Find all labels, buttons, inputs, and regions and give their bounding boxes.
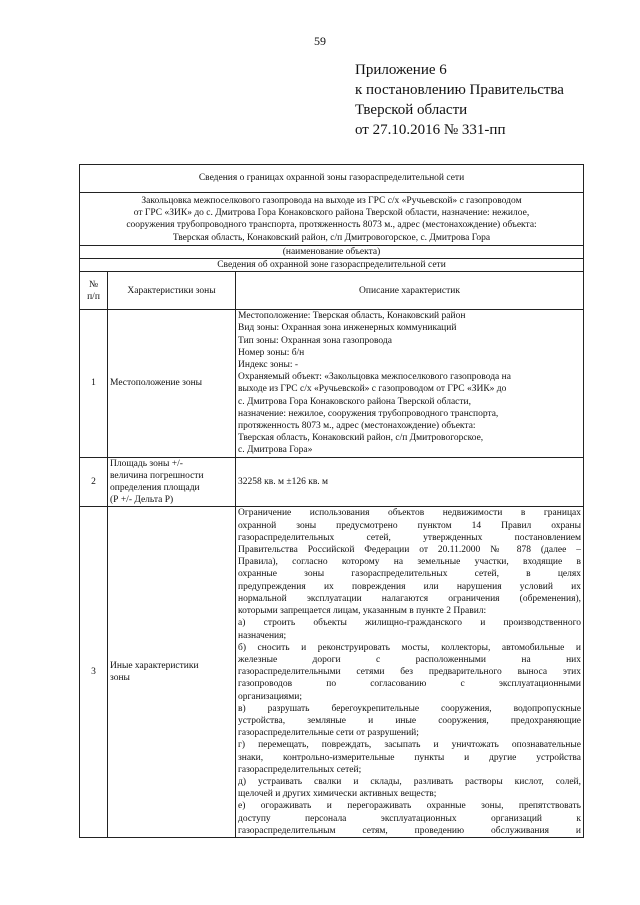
description-line: Правительства Российской Федерации от 20.11.2000 № 878 (далее –	[238, 545, 581, 556]
object-line: Тверская область, Конаковский район, с/п Дмитровогорское, с. Дмитрова Гора	[172, 232, 491, 243]
object-name	[80, 193, 584, 246]
description-line: доступу персонала эксплуатационных организаций к	[238, 813, 581, 824]
row-description	[236, 507, 584, 837]
table-row	[80, 507, 584, 837]
description-line: газораспределительным сетям, проведению обслуживания и	[238, 825, 581, 836]
header-description: Описание характеристик	[236, 272, 584, 310]
description-line: Ограничение использования объектов недвижимости в границах	[238, 508, 581, 519]
description-line: охранные зоны газораспределительных сетей, в целях	[238, 569, 581, 580]
description-line: е) огораживать и перегораживать охранные зоны, препятствовать	[238, 801, 581, 812]
description-line: газораспределительных сетей;	[238, 764, 362, 775]
description-line: газораспределительные сети от разрушений;	[238, 728, 419, 739]
characteristic-line: величина погрешности	[110, 470, 204, 481]
object-line: сооружения трубопроводного транспорта, протяженность 8073 м., адрес (местонахождение) объекта:	[126, 220, 537, 231]
row-value: 32258 кв. м ±126 кв. м	[236, 457, 584, 507]
description-line: которыми запрещается лицам, указанным в пункте 2 Правил:	[238, 606, 487, 617]
description-line: назначения;	[238, 630, 287, 641]
description-line: Местоположение: Тверская область, Конаковский район	[238, 311, 466, 322]
zone-caption: Сведения об охранной зоне газораспределительной сети	[80, 259, 584, 272]
description-line: устройства, земляные и иные сооружения, предохраняющие	[238, 715, 581, 726]
description-line: щелочей и других химически активных веществ;	[238, 789, 437, 800]
header-number	[80, 272, 108, 310]
description-line: газопроводов по согласованию с эксплуатационными	[238, 679, 581, 690]
description-line: газораспределительных сетей, утвержденных постановлением	[238, 532, 581, 543]
header-row	[80, 272, 584, 310]
description-line: охранной зоны предусмотрено пунктом 14 Правил охраны	[238, 520, 581, 531]
row-number: 3	[80, 507, 108, 837]
description-line: а) строить объекты жилищно-гражданского и производственного	[238, 618, 581, 629]
table-title: Сведения о границах охранной зоны газораспределительной сети	[80, 165, 584, 193]
description-line: Индекс зоны: -	[238, 360, 299, 371]
object-line: Закольцовка межпоселкового газопровода на выходе из ГРС с/х «Ручьевской» с газопроводом	[141, 196, 522, 206]
description-line: б) сносить и реконструировать мосты, коллекторы, автомобильные и	[238, 642, 581, 653]
header-characteristics: Характеристики зоны	[108, 272, 236, 310]
description-line: Номер зоны: б/н	[238, 347, 305, 358]
table-row	[80, 457, 584, 507]
appendix-line-4: от 27.10.2016 № 331-пп	[355, 122, 506, 138]
header-number-line1: №	[88, 279, 99, 290]
object-line: от ГРС «ЗИК» до с. Дмитрова Гора Конаковского района Тверской области, назначение: нежилое,	[133, 208, 530, 219]
row-characteristic	[108, 507, 236, 837]
row-number: 2	[80, 457, 108, 507]
characteristic-line: Иные характеристики	[110, 661, 199, 671]
description-line: в) разрушать берегоукрепительные сооружения, водопропускные	[238, 703, 581, 714]
description-line: Тверская область, Конаковский район, с/п Дмитровогорское,	[238, 433, 484, 444]
description-line: протяженность 8073 м., адрес (местонахождение) объекта:	[238, 421, 476, 432]
description-line: предупреждения их повреждения или нарушения условий их	[238, 581, 581, 592]
description-line: с. Дмитрова Гора»	[238, 445, 313, 456]
description-line: г) перемещать, повреждать, засыпать и уничтожать опознавательные	[238, 740, 581, 751]
table-title-row	[80, 165, 584, 193]
table-row	[80, 310, 584, 457]
row-description	[236, 310, 584, 457]
description-line: Вид зоны: Охранная зона инженерных коммуникаций	[238, 323, 457, 334]
characteristic-line: (Р +/- Дельта Р)	[110, 495, 174, 506]
appendix-line-2: к постановлению Правительства	[355, 82, 564, 98]
description-line: газораспределительными сетями без предварительного выноса этих	[238, 667, 581, 678]
description-line: организациями;	[238, 691, 303, 702]
description-line: нормальной эксплуатации налагаются ограничения (обременения),	[238, 593, 581, 604]
object-caption: (наименование объекта)	[80, 245, 584, 258]
characteristic-line: Площадь зоны +/-	[110, 458, 183, 469]
description-line: д) устраивать свалки и склады, разливать растворы кислот, солей,	[238, 776, 581, 787]
row-number: 1	[80, 310, 108, 457]
description-line: Охраняемый объект: «Закольцовка межпоселкового газопровода на	[238, 372, 511, 383]
row-characteristic: Местоположение зоны	[108, 310, 236, 457]
characteristic-line: определения площади	[110, 483, 200, 494]
row-characteristic	[108, 457, 236, 507]
characteristic-line: зоны	[110, 673, 130, 684]
description-line: назначение: нежилое, сооружения трубопроводного транспорта,	[238, 408, 499, 419]
description-line: Правила), согласно которому на земельные участки, входящие в	[238, 557, 581, 568]
description-line: знаки, контрольно-измерительные пункты и другие устройства	[238, 752, 581, 763]
header-number-line2: п/п	[87, 291, 100, 302]
object-caption-row	[80, 245, 584, 258]
appendix-header	[355, 60, 564, 140]
description-line: с. Дмитрова Гора Конаковского района Тверской области,	[238, 396, 472, 407]
object-row	[80, 193, 584, 246]
page-number: 59	[314, 34, 326, 48]
zone-table	[79, 164, 584, 838]
description-line: выходе из ГРС с/х «Ручьевской» с газопроводом от ГРС «ЗИК» до	[238, 384, 507, 395]
description-line: Тип зоны: Охранная зона газопровода	[238, 335, 392, 346]
appendix-line-1: Приложение 6	[355, 62, 447, 78]
description-line: железные дороги с расположенными на них	[238, 654, 581, 665]
zone-caption-row	[80, 259, 584, 272]
appendix-line-3: Тверской области	[355, 102, 468, 118]
